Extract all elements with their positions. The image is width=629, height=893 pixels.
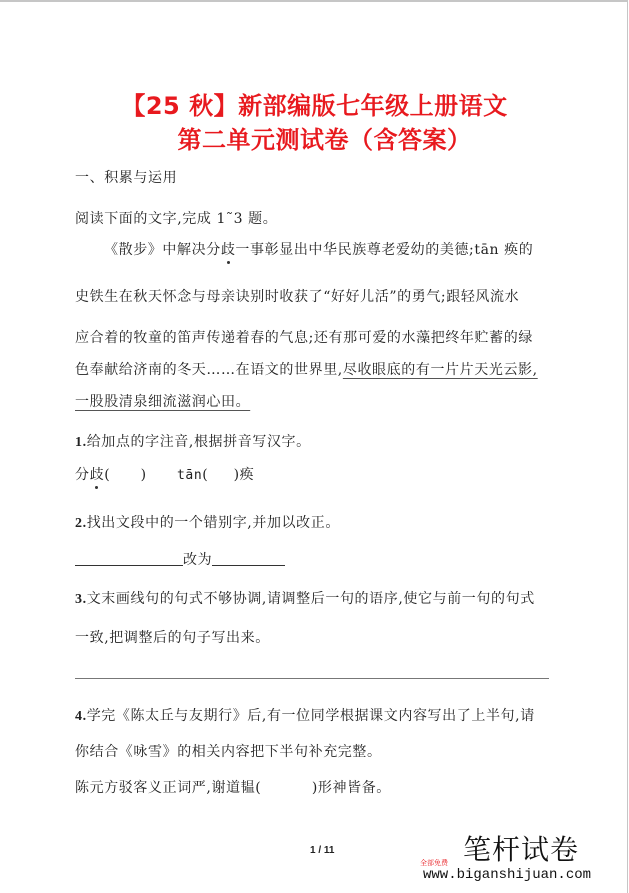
question-4-line-2: 你结合《咏雪》的相关内容把下半句补充完整。 — [75, 744, 382, 760]
pinyin-text: tān — [176, 468, 203, 483]
logo-title: 笔杆试卷 — [463, 833, 580, 866]
answer-connector: 改为 — [183, 552, 213, 568]
passage-line-1 — [104, 239, 533, 259]
question-number: 3. — [75, 592, 87, 607]
answer-text: )形神皆备。 — [311, 780, 391, 796]
passage-text: 色奉献给济南的冬天……在语文的世界里, — [75, 362, 343, 378]
question-number: 1. — [75, 435, 87, 450]
wrong-character-blank[interactable] — [75, 551, 183, 566]
passage-line-5 — [75, 391, 250, 411]
answer-text: 痪 — [239, 467, 255, 483]
site-logo — [420, 828, 595, 888]
answer-blank-2[interactable]: ( ) — [202, 467, 240, 483]
passage-line-3: 应合着的牧童的笛声传递着春的气息;还有那可爱的水藻把终年贮蓄的绿 — [75, 330, 533, 346]
question-1 — [75, 431, 311, 451]
correct-character-blank[interactable] — [212, 551, 285, 566]
question-2 — [75, 512, 340, 532]
passage-line-2: 史铁生在秋天怀念与母亲诀别时收获了“好好儿活”的勇气;跟轻风流水 — [75, 289, 520, 305]
page-indicator: 1 / 11 — [310, 845, 335, 856]
question-3-line-1 — [75, 588, 535, 608]
passage-text: 一事彰显出中华民族尊老爱幼的美德;tān 痪的 — [235, 242, 534, 258]
question-number: 2. — [75, 516, 87, 531]
question-4-answer-line — [75, 777, 391, 797]
dotted-character: 歧 — [90, 464, 105, 484]
passage-text: 《散步》中解决分 — [104, 242, 221, 258]
question-text: 学完《陈太丘与友期行》后,有一位同学根据课文内容写出了上半句,请 — [86, 708, 535, 724]
question-text: 文末画线句的句式不够协调,请调整后一句的语序,使它与前一句的句式 — [86, 591, 535, 607]
question-4-line-1 — [75, 705, 535, 725]
document-title-line2: 第二单元测试卷（含答案） — [177, 126, 472, 154]
answer-text: 分 — [75, 467, 90, 483]
answer-text: 陈元方驳客义正词严,谢道韫( — [75, 780, 262, 796]
question-number: 4. — [75, 709, 87, 724]
answer-blank-1[interactable]: ( ) — [104, 467, 147, 483]
question-3-line-2: 一致,把调整后的句子写出来。 — [75, 630, 270, 646]
passage-line-4 — [75, 359, 538, 379]
logo-badge: 全部免费 — [420, 859, 448, 867]
document-title-line1: 【25 秋】新部编版七年级上册语文 — [121, 92, 508, 120]
underlined-sentence: 一股股清泉细流滋润心田。 — [75, 394, 251, 410]
question-3-answer-line[interactable] — [75, 678, 549, 679]
question-text: 给加点的字注音,根据拼音写汉字。 — [86, 434, 311, 450]
question-2-answer-line — [75, 549, 285, 569]
answer-blank[interactable] — [261, 780, 312, 796]
section-heading: 一、积累与运用 — [75, 170, 178, 186]
dotted-character: 歧 — [221, 239, 236, 259]
underlined-sentence: 尽收眼底的有一片片天光云影, — [342, 362, 538, 378]
question-1-answer-line — [75, 464, 254, 484]
question-text: 找出文段中的一个错别字,并加以改正。 — [86, 515, 340, 531]
reading-instruction: 阅读下面的文字,完成 1˜3 题。 — [75, 211, 278, 227]
logo-url: www.biganshijuan.com — [423, 867, 592, 883]
